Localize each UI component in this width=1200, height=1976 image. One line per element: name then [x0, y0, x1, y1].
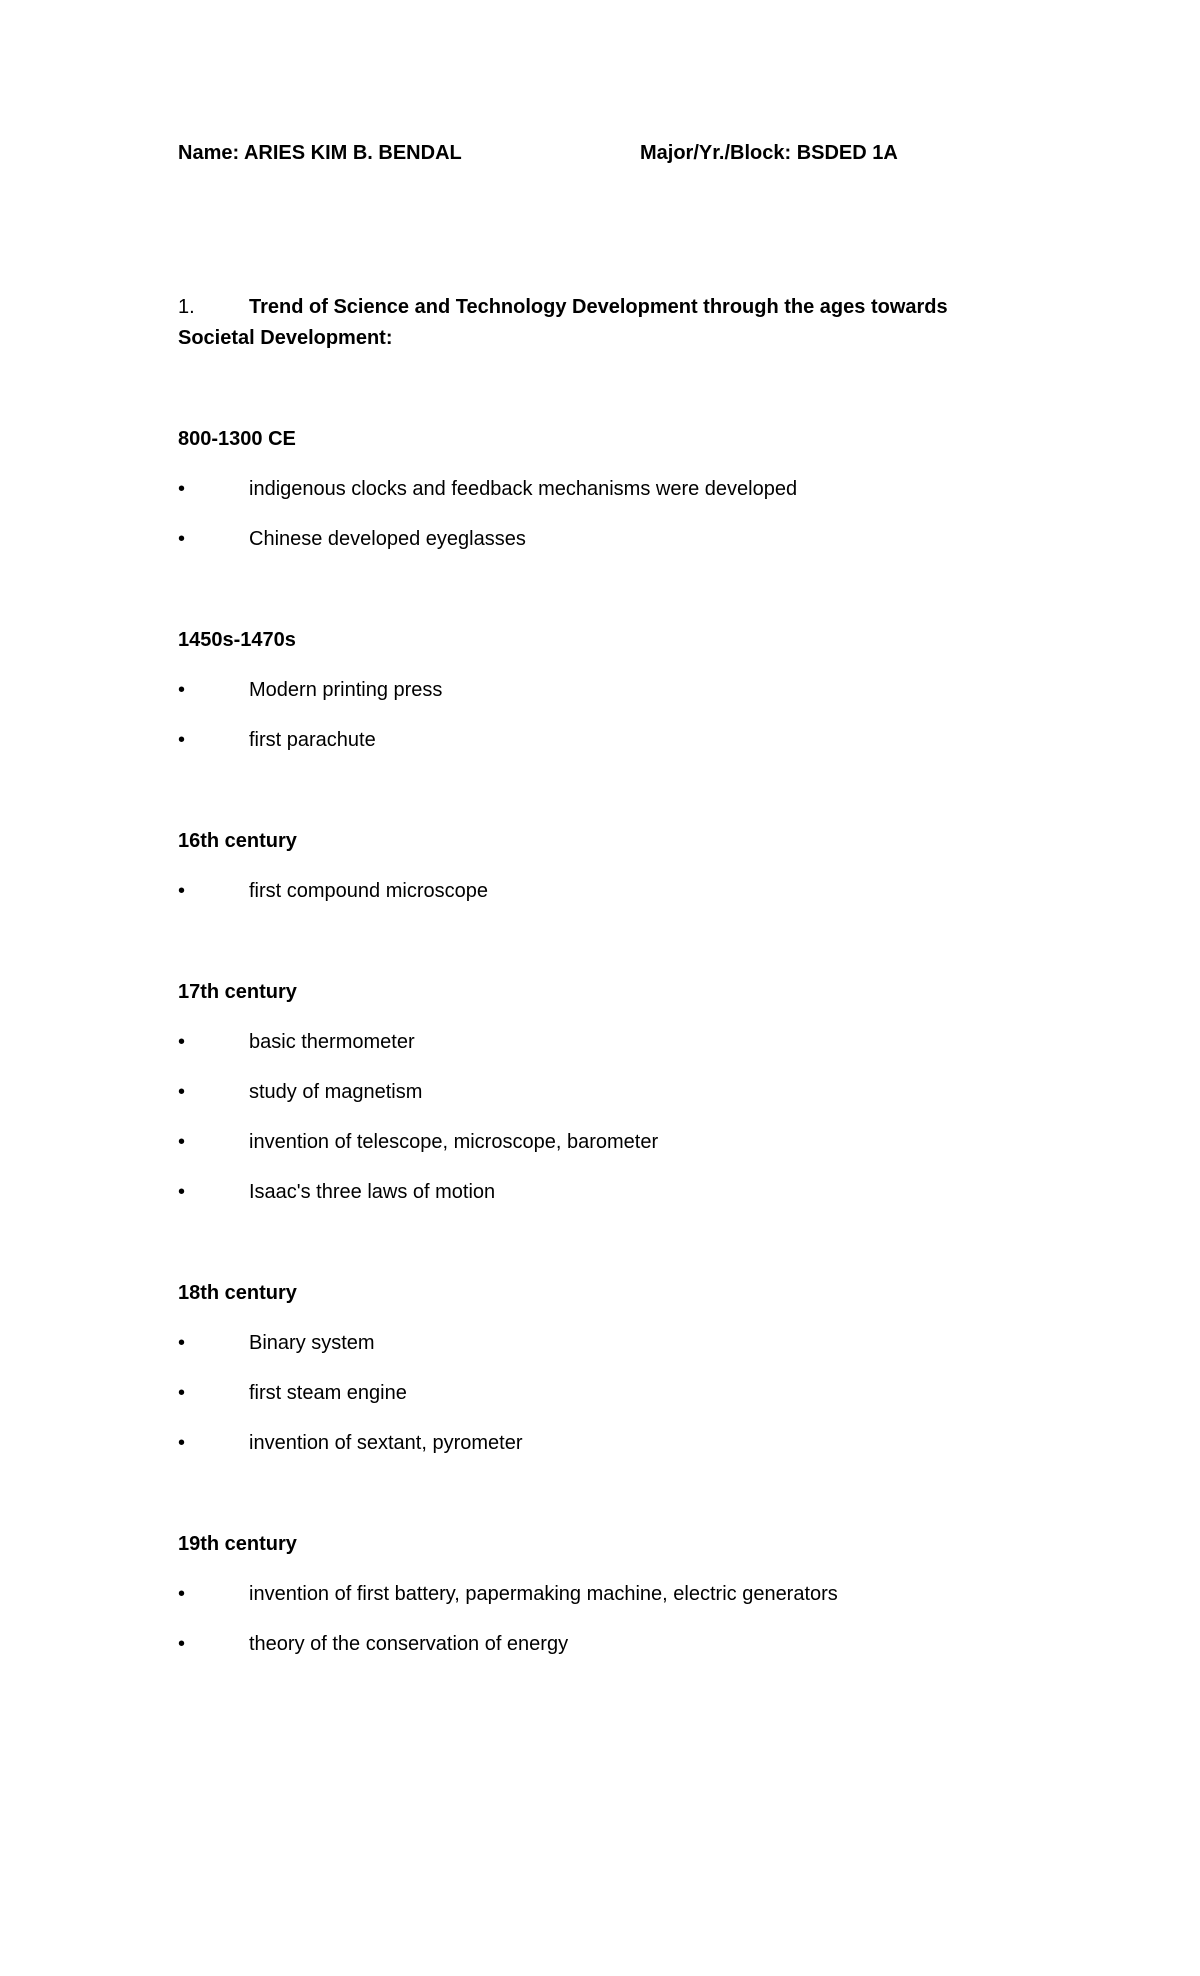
bullet-item — [178, 1128, 1038, 1178]
section-spacer — [178, 927, 1038, 978]
bullet-text: invention of sextant, pyrometer — [249, 1432, 523, 1454]
bullet-item — [178, 726, 1038, 776]
bullet-text: Chinese developed eyeglasses — [249, 528, 526, 550]
section-spacer — [178, 1479, 1038, 1530]
bullet-icon: • — [178, 1382, 186, 1404]
bullet-item — [178, 877, 1038, 927]
bullet-item — [178, 525, 1038, 575]
question-text: Trend of Science and Technology Development through the ages towards Societal Development: — [178, 296, 948, 349]
section-heading: 1450s-1470s — [178, 629, 296, 651]
timeline-section — [178, 626, 1038, 776]
section-spacer — [178, 1228, 1038, 1279]
bullet-icon: • — [178, 478, 186, 500]
timeline-section — [178, 425, 1038, 575]
bullet-icon: • — [178, 1181, 186, 1203]
bullet-icon: • — [178, 679, 186, 701]
timeline-section — [178, 1279, 1038, 1479]
bullet-text: study of magnetism — [249, 1081, 423, 1103]
bullet-item — [178, 1078, 1038, 1128]
section-spacer — [178, 776, 1038, 827]
bullet-item — [178, 1178, 1038, 1228]
bullet-text: first parachute — [249, 729, 376, 751]
bullet-text: invention of first battery, papermaking machine, electric generators — [249, 1583, 838, 1605]
timeline-section — [178, 827, 1038, 927]
bullet-text: first compound microscope — [249, 880, 488, 902]
bullet-item — [178, 1379, 1038, 1429]
section-spacer — [178, 575, 1038, 626]
bullet-text: indigenous clocks and feedback mechanisms were developed — [249, 478, 798, 500]
bullet-icon: • — [178, 1081, 186, 1103]
bullet-text: Modern printing press — [249, 679, 443, 701]
bullet-item — [178, 676, 1038, 726]
bullet-text: theory of the conservation of energy — [249, 1633, 569, 1655]
timeline-section — [178, 978, 1038, 1228]
major-year-block: Major/Yr./Block: BSDED 1A — [640, 142, 898, 164]
section-heading: 19th century — [178, 1533, 297, 1555]
bullet-item — [178, 1329, 1038, 1379]
bullet-icon: • — [178, 729, 186, 751]
bullet-icon: • — [178, 1432, 186, 1454]
bullet-icon: • — [178, 1583, 186, 1605]
bullet-text: first steam engine — [249, 1382, 407, 1404]
question-heading — [178, 292, 1018, 354]
timeline-section — [178, 1530, 1038, 1680]
timeline-content — [178, 425, 1038, 1680]
bullet-item — [178, 1630, 1038, 1680]
student-name: Name: ARIES KIM B. BENDAL — [178, 142, 462, 164]
bullet-text: Binary system — [249, 1332, 375, 1354]
bullet-text: Isaac's three laws of motion — [249, 1181, 496, 1203]
bullet-item — [178, 1429, 1038, 1479]
section-heading: 17th century — [178, 981, 297, 1003]
bullet-icon: • — [178, 1031, 186, 1053]
bullet-icon: • — [178, 880, 186, 902]
section-heading: 18th century — [178, 1282, 297, 1304]
question-number: 1. — [178, 296, 195, 318]
bullet-icon: • — [178, 528, 186, 550]
bullet-item — [178, 1580, 1038, 1630]
bullet-text: invention of telescope, microscope, barometer — [249, 1131, 659, 1153]
bullet-icon: • — [178, 1332, 186, 1354]
bullet-item — [178, 475, 1038, 525]
bullet-icon: • — [178, 1131, 186, 1153]
bullet-item — [178, 1028, 1038, 1078]
section-heading: 800-1300 CE — [178, 428, 296, 450]
bullet-icon: • — [178, 1633, 186, 1655]
bullet-text: basic thermometer — [249, 1031, 415, 1053]
section-heading: 16th century — [178, 830, 297, 852]
